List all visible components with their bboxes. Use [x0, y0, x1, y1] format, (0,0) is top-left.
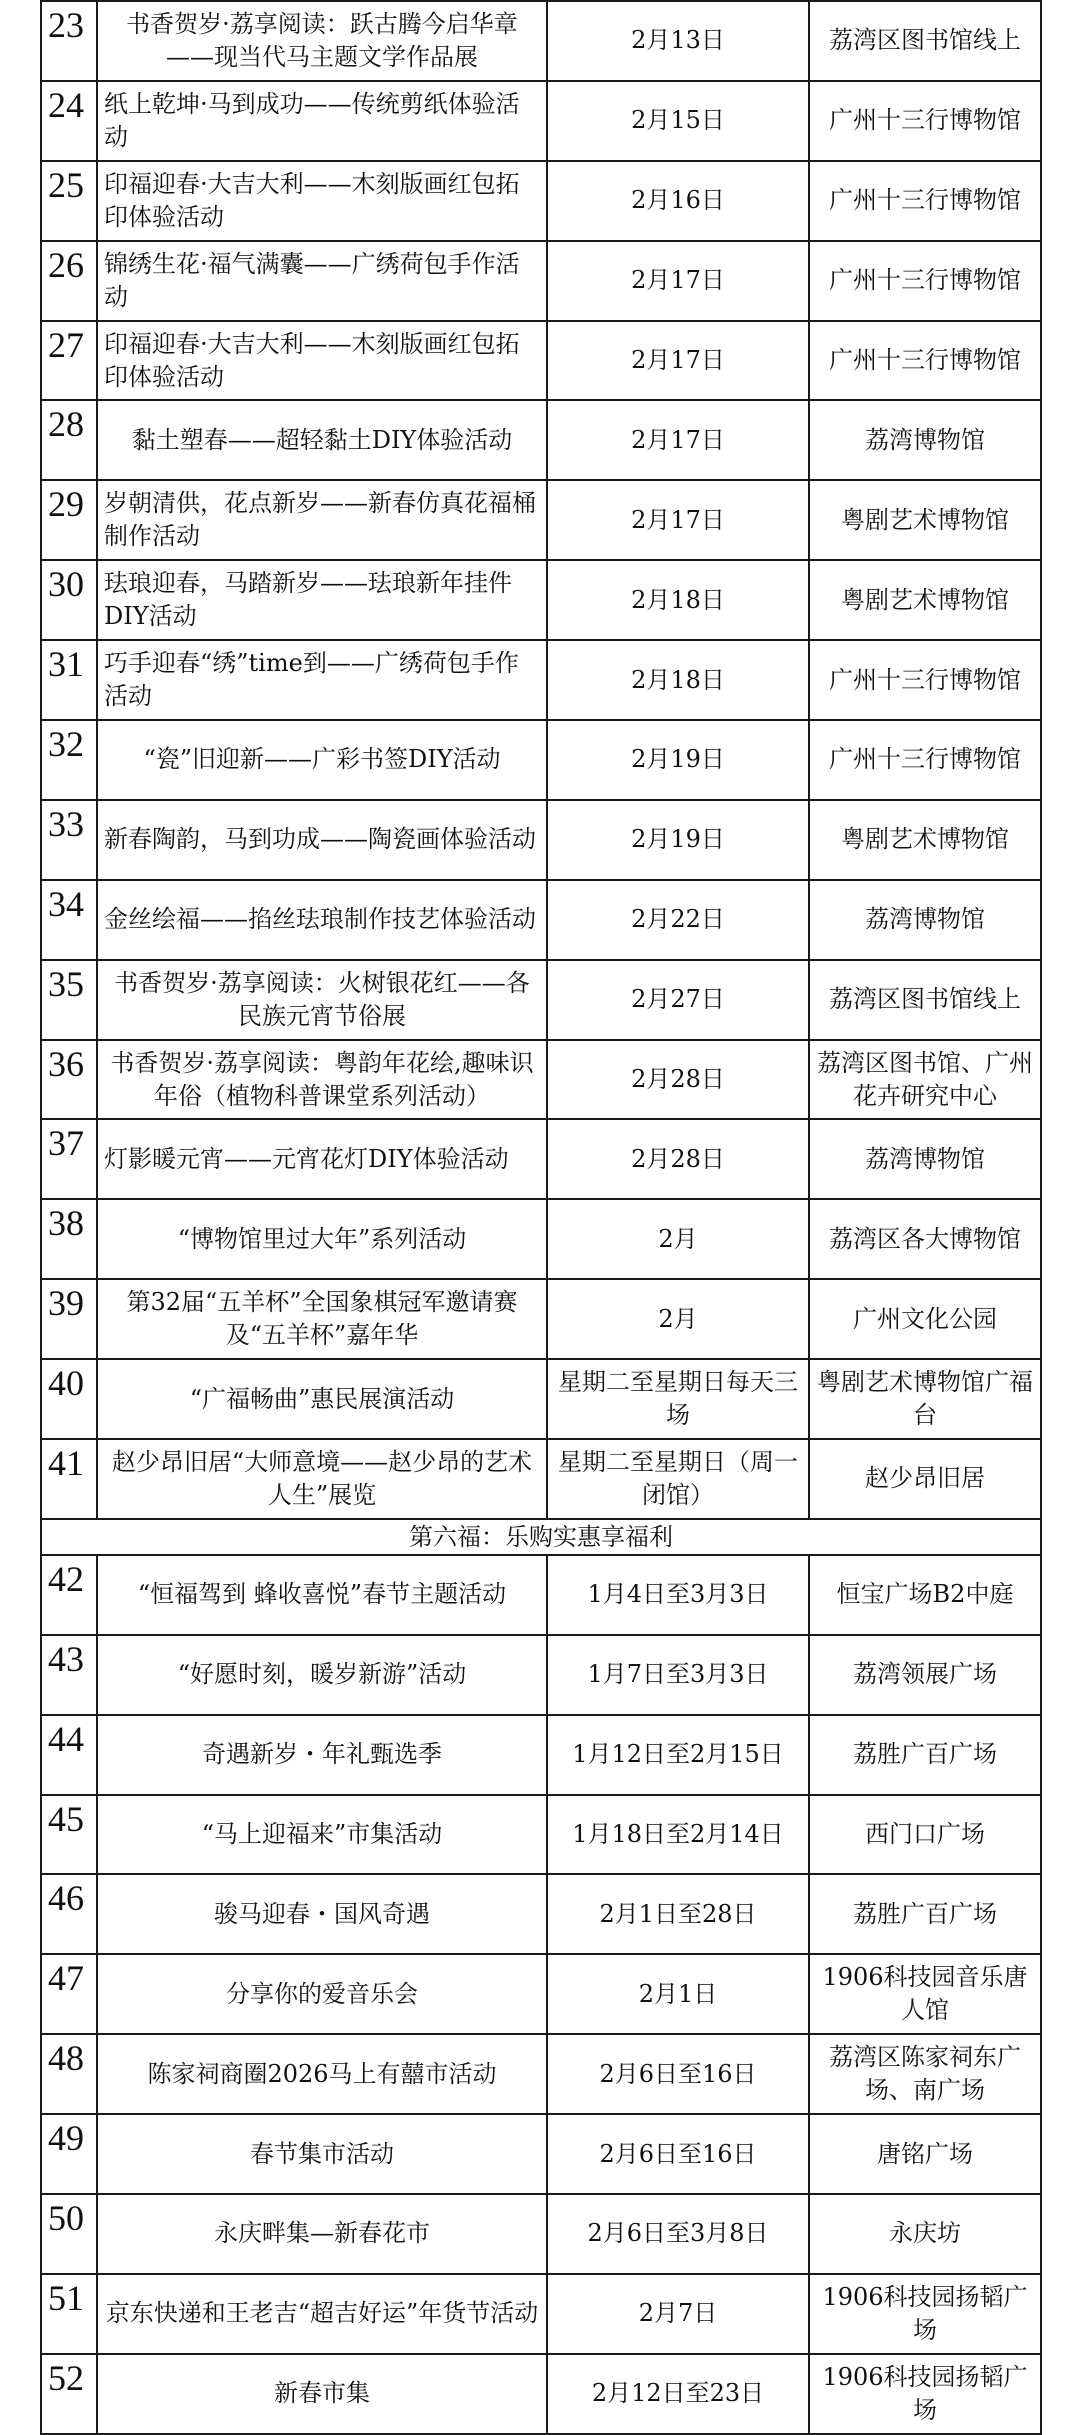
section-header-group: [41, 1519, 1041, 1555]
event-date: 2月6日至16日: [547, 2114, 809, 2194]
table-row: [41, 2194, 1041, 2274]
event-name: 锦绣生花·福气满囊——广绣荷包手作活动: [97, 241, 547, 321]
event-venue: 荔湾区图书馆线上: [809, 1, 1041, 81]
table-row: [41, 1954, 1041, 2034]
event-venue: 1906科技园扬韬广场: [809, 2354, 1041, 2434]
event-name: 陈家祠商圈2026马上有囍市活动: [97, 2034, 547, 2114]
table-row: [41, 1555, 1041, 1635]
table-row: [41, 720, 1041, 800]
row-number: 23: [41, 1, 97, 81]
table-row: [41, 1874, 1041, 1954]
event-name: 岁朝清供，花点新岁——新春仿真花福桶制作活动: [97, 480, 547, 560]
row-number: 50: [41, 2194, 97, 2274]
event-name: 书香贺岁·荔享阅读：粤韵年花绘,趣味识年俗（植物科普课堂系列活动）: [97, 1040, 547, 1120]
table-row: [41, 1119, 1041, 1199]
event-date: 2月16日: [547, 161, 809, 241]
table-row: [41, 960, 1041, 1040]
event-venue: 广州十三行博物馆: [809, 720, 1041, 800]
event-date: 2月17日: [547, 400, 809, 480]
event-venue: 广州文化公园: [809, 1279, 1041, 1359]
event-venue: 荔湾博物馆: [809, 880, 1041, 960]
event-name: 黏土塑春——超轻黏土DIY体验活动: [97, 400, 547, 480]
event-date: 2月17日: [547, 321, 809, 401]
events-table: [40, 0, 1042, 2435]
event-name: 第32届“五羊杯”全国象棋冠军邀请赛及“五羊杯”嘉年华: [97, 1279, 547, 1359]
event-name: 印福迎春·大吉大利——木刻版画红包拓印体验活动: [97, 161, 547, 241]
event-name: 巧手迎春“绣”time到——广绣荷包手作活动: [97, 640, 547, 720]
table-row: [41, 880, 1041, 960]
event-name: 书香贺岁·荔享阅读：火树银花红——各民族元宵节俗展: [97, 960, 547, 1040]
event-name: 骏马迎春・国风奇遇: [97, 1874, 547, 1954]
event-date: 1月4日至3月3日: [547, 1555, 809, 1635]
event-date: 2月28日: [547, 1040, 809, 1120]
event-date: 星期二至星期日每天三场: [547, 1359, 809, 1439]
table-row: [41, 1795, 1041, 1875]
event-date: 2月17日: [547, 480, 809, 560]
row-number: 34: [41, 880, 97, 960]
table-row: [41, 560, 1041, 640]
event-name: 新春市集: [97, 2354, 547, 2434]
row-number: 24: [41, 81, 97, 161]
events-group-after: [41, 1555, 1041, 2434]
event-venue: 荔湾区图书馆、广州花卉研究中心: [809, 1040, 1041, 1120]
event-date: 2月27日: [547, 960, 809, 1040]
row-number: 36: [41, 1040, 97, 1120]
event-name: “恒福驾到 蜂收喜悦”春节主题活动: [97, 1555, 547, 1635]
row-number: 52: [41, 2354, 97, 2434]
row-number: 30: [41, 560, 97, 640]
row-number: 47: [41, 1954, 97, 2034]
row-number: 43: [41, 1635, 97, 1715]
event-date: 2月12日至23日: [547, 2354, 809, 2434]
event-venue: 广州十三行博物馆: [809, 321, 1041, 401]
event-date: 2月15日: [547, 81, 809, 161]
row-number: 48: [41, 2034, 97, 2114]
table-row: [41, 1, 1041, 81]
event-date: 1月7日至3月3日: [547, 1635, 809, 1715]
event-venue: 荔湾博物馆: [809, 1119, 1041, 1199]
event-venue: 1906科技园扬韬广场: [809, 2274, 1041, 2354]
event-venue: 1906科技园音乐唐人馆: [809, 1954, 1041, 2034]
row-number: 28: [41, 400, 97, 480]
event-date: 2月18日: [547, 560, 809, 640]
table-row: [41, 241, 1041, 321]
table-row: [41, 1715, 1041, 1795]
row-number: 33: [41, 800, 97, 880]
event-venue: 广州十三行博物馆: [809, 161, 1041, 241]
event-date: 2月1日: [547, 1954, 809, 2034]
event-date: 2月22日: [547, 880, 809, 960]
event-name: 珐琅迎春，马踏新岁——珐琅新年挂件DIY活动: [97, 560, 547, 640]
table-row: [41, 2274, 1041, 2354]
row-number: 40: [41, 1359, 97, 1439]
row-number: 41: [41, 1439, 97, 1519]
row-number: 51: [41, 2274, 97, 2354]
row-number: 38: [41, 1199, 97, 1279]
event-date: 2月18日: [547, 640, 809, 720]
event-name: 金丝绘福——掐丝珐琅制作技艺体验活动: [97, 880, 547, 960]
table-row: [41, 321, 1041, 401]
event-name: 赵少昂旧居“大师意境——赵少昂的艺术人生”展览: [97, 1439, 547, 1519]
event-venue: 西门口广场: [809, 1795, 1041, 1875]
event-venue: 粤剧艺术博物馆: [809, 480, 1041, 560]
table-row: [41, 1040, 1041, 1120]
event-venue: 荔胜广百广场: [809, 1874, 1041, 1954]
event-date: 2月: [547, 1279, 809, 1359]
event-date: 2月19日: [547, 720, 809, 800]
table-row: [41, 800, 1041, 880]
table-row: [41, 1439, 1041, 1519]
table-row: [41, 640, 1041, 720]
table-row: [41, 1359, 1041, 1439]
event-date: 2月: [547, 1199, 809, 1279]
event-date: 1月12日至2月15日: [547, 1715, 809, 1795]
table-row: [41, 1635, 1041, 1715]
event-name: 纸上乾坤·马到成功——传统剪纸体验活动: [97, 81, 547, 161]
event-venue: 粤剧艺术博物馆: [809, 800, 1041, 880]
row-number: 32: [41, 720, 97, 800]
event-name: 印福迎春·大吉大利——木刻版画红包拓印体验活动: [97, 321, 547, 401]
table-row: [41, 1279, 1041, 1359]
event-date: 2月28日: [547, 1119, 809, 1199]
event-name: “博物馆里过大年”系列活动: [97, 1199, 547, 1279]
row-number: 37: [41, 1119, 97, 1199]
row-number: 45: [41, 1795, 97, 1875]
table-row: [41, 480, 1041, 560]
event-name: 永庆畔集—新春花市: [97, 2194, 547, 2274]
event-venue: 荔湾区图书馆线上: [809, 960, 1041, 1040]
row-number: 27: [41, 321, 97, 401]
row-number: 46: [41, 1874, 97, 1954]
events-group-before: [41, 1, 1041, 1519]
event-venue: 广州十三行博物馆: [809, 241, 1041, 321]
event-name: 春节集市活动: [97, 2114, 547, 2194]
event-venue: 广州十三行博物馆: [809, 640, 1041, 720]
event-name: 分享你的爱音乐会: [97, 1954, 547, 2034]
table-row: [41, 2354, 1041, 2434]
row-number: 35: [41, 960, 97, 1040]
event-date: 星期二至星期日（周一闭馆）: [547, 1439, 809, 1519]
row-number: 26: [41, 241, 97, 321]
row-number: 31: [41, 640, 97, 720]
event-venue: 荔湾区各大博物馆: [809, 1199, 1041, 1279]
event-date: 2月1日至28日: [547, 1874, 809, 1954]
event-name: 灯影暖元宵——元宵花灯DIY体验活动: [97, 1119, 547, 1199]
event-name: 奇遇新岁・年礼甄选季: [97, 1715, 547, 1795]
row-number: 29: [41, 480, 97, 560]
event-venue: 粤剧艺术博物馆: [809, 560, 1041, 640]
table-row: [41, 161, 1041, 241]
event-name: 京东快递和王老吉“超吉好运”年货节活动: [97, 2274, 547, 2354]
event-venue: 荔湾领展广场: [809, 1635, 1041, 1715]
table-row: [41, 2034, 1041, 2114]
event-date: 2月6日至16日: [547, 2034, 809, 2114]
event-venue: 赵少昂旧居: [809, 1439, 1041, 1519]
event-venue: 恒宝广场B2中庭: [809, 1555, 1041, 1635]
event-date: 2月13日: [547, 1, 809, 81]
event-name: “瓷”旧迎新——广彩书签DIY活动: [97, 720, 547, 800]
event-venue: 唐铭广场: [809, 2114, 1041, 2194]
table-row: [41, 81, 1041, 161]
event-venue: 荔湾区陈家祠东广场、南广场: [809, 2034, 1041, 2114]
event-name: “马上迎福来”市集活动: [97, 1795, 547, 1875]
event-venue: 荔湾博物馆: [809, 400, 1041, 480]
event-venue: 广州十三行博物馆: [809, 81, 1041, 161]
event-venue: 粤剧艺术博物馆广福台: [809, 1359, 1041, 1439]
table-row: [41, 2114, 1041, 2194]
event-name: “广福畅曲”惠民展演活动: [97, 1359, 547, 1439]
event-date: 2月17日: [547, 241, 809, 321]
row-number: 49: [41, 2114, 97, 2194]
row-number: 39: [41, 1279, 97, 1359]
event-date: 2月7日: [547, 2274, 809, 2354]
section-title: 第六福：乐购实惠享福利: [41, 1519, 1041, 1555]
event-name: 新春陶韵，马到功成——陶瓷画体验活动: [97, 800, 547, 880]
section-header-row: [41, 1519, 1041, 1555]
event-date: 1月18日至2月14日: [547, 1795, 809, 1875]
event-name: “好愿时刻，暖岁新游”活动: [97, 1635, 547, 1715]
table-row: [41, 400, 1041, 480]
row-number: 25: [41, 161, 97, 241]
row-number: 44: [41, 1715, 97, 1795]
table-row: [41, 1199, 1041, 1279]
row-number: 42: [41, 1555, 97, 1635]
event-venue: 永庆坊: [809, 2194, 1041, 2274]
event-venue: 荔胜广百广场: [809, 1715, 1041, 1795]
event-date: 2月19日: [547, 800, 809, 880]
event-name: 书香贺岁·荔享阅读：跃古腾今启华章——现当代马主题文学作品展: [97, 1, 547, 81]
event-date: 2月6日至3月8日: [547, 2194, 809, 2274]
